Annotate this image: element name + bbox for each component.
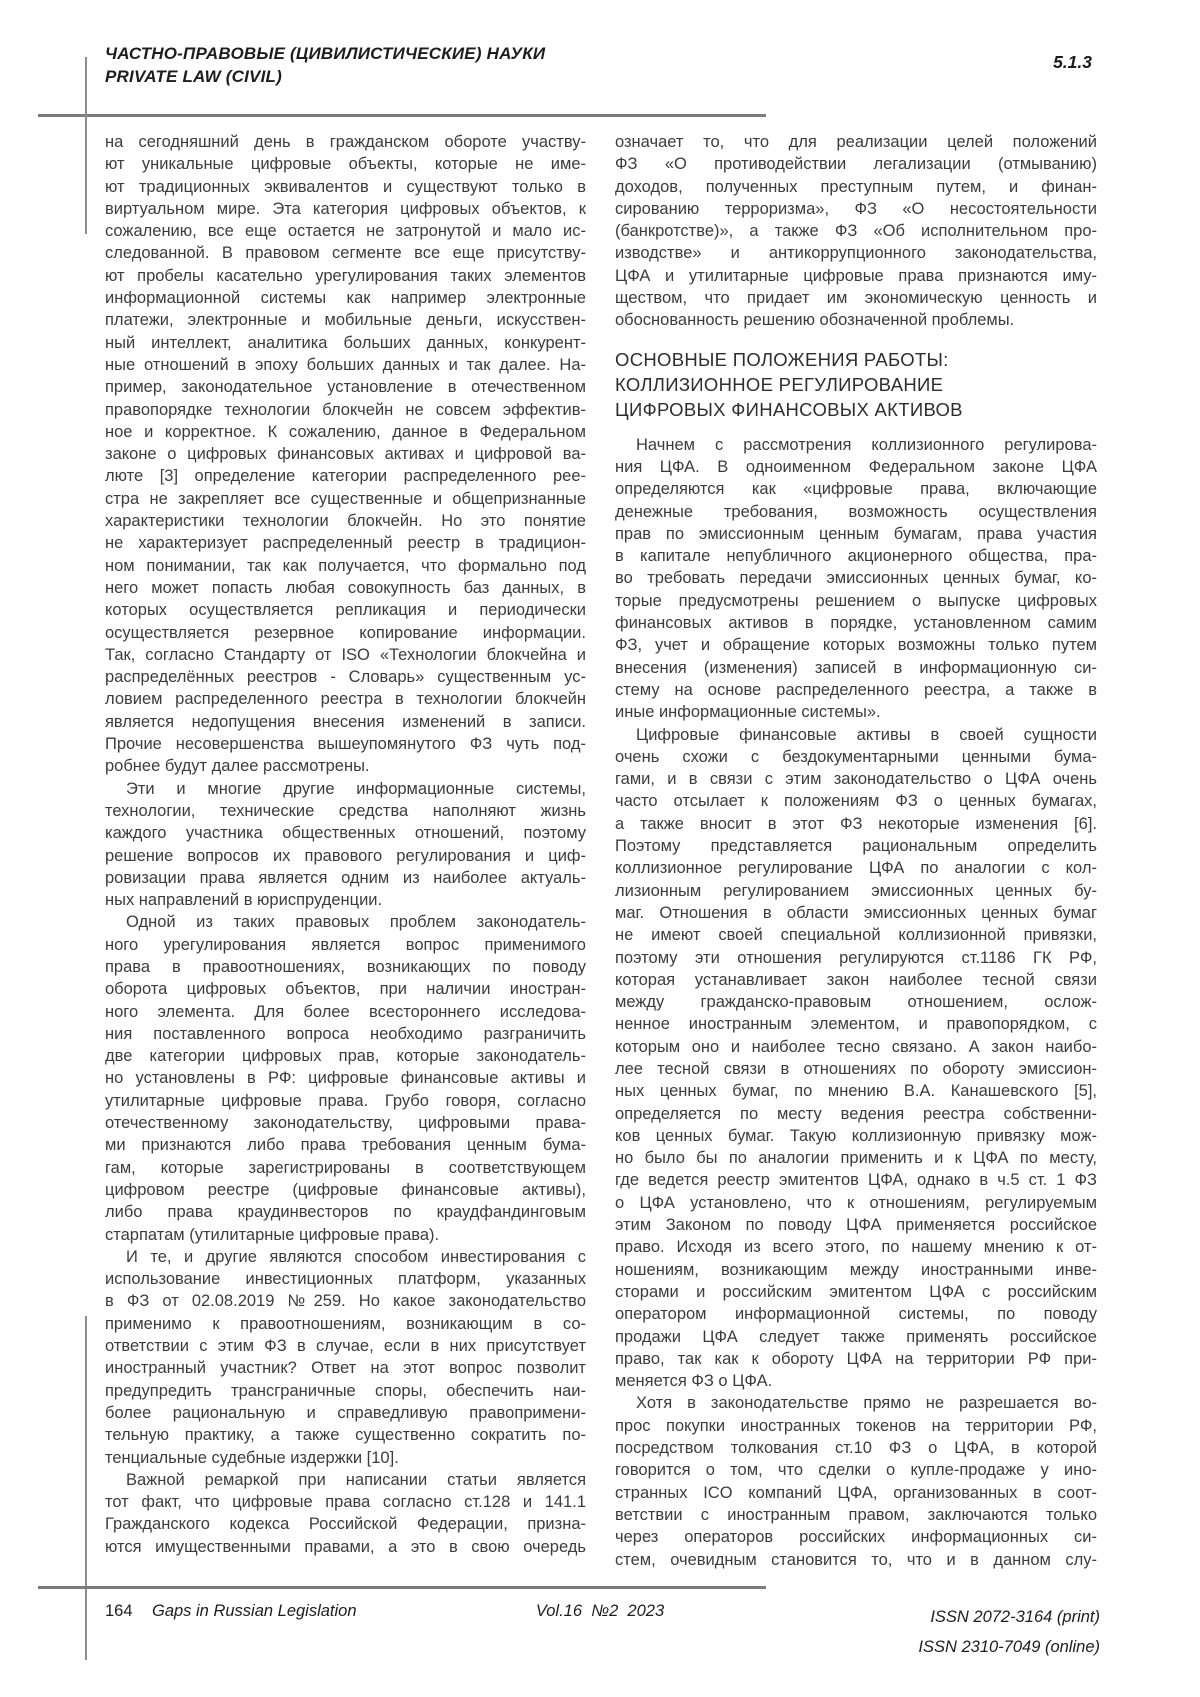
text-line: ют традиционных эквивалентов и существуют только в	[105, 177, 586, 196]
text-line: продажи ЦФА следует также применять российское	[615, 1327, 1097, 1346]
text-line: между гражданско-правовым отношением, ослож-	[615, 993, 1097, 1012]
text-line: стему на основе распределенного реестра, а также в	[615, 680, 1097, 699]
text-line: часто отсылает к положениям ФЗ о ценных бумагах,	[615, 792, 1097, 811]
running-head-ru: ЧАСТНО-ПРАВОВЫЕ (ЦИВИЛИСТИЧЕСКИЕ) НАУКИ	[105, 44, 546, 63]
text-line: лее тесной связи в отношениях по обороту эмиссион-	[615, 1059, 1097, 1078]
text-line: правопорядке технологии блокчейн не совсем эффектив-	[105, 400, 586, 419]
text-line: а также вносит в этот ФЗ некоторые изменения [6].	[615, 814, 1097, 833]
text-line: ветствии с иностранным правом, заключаются только	[615, 1505, 1097, 1524]
text-line: гами, и в связи с этим законодательство о ЦФА очень	[615, 770, 1097, 789]
issn-block	[918, 1602, 1100, 1662]
paragraph	[105, 1246, 586, 1469]
text-line: прос покупки иностранных токенов на территории РФ,	[615, 1416, 1097, 1435]
text-line: лизионным регулированием эмиссионных ценных бу-	[615, 881, 1097, 900]
text-line: Начнем с рассмотрения коллизионного регулирова-	[636, 435, 1097, 454]
text-line: виртуальном мире. Эта категория цифровых объектов, к	[105, 199, 586, 218]
text-line: ное и корректное. К сожалению, данное в Федеральном	[105, 422, 586, 441]
text-line: Цифровые финансовые активы в своей сущности	[636, 725, 1097, 744]
text-line: ные отношений в эпоху больших данных и так далее. На-	[105, 355, 586, 374]
text-line: ровизации права является одним из наиболее актуаль-	[105, 868, 586, 887]
text-line: ния поставленного вопроса необходимо разграничить	[105, 1024, 586, 1043]
text-line: финансовых активов в порядке, установленном самим	[615, 614, 1097, 633]
text-line: отечественному законодательству, цифровыми права-	[105, 1114, 586, 1133]
text-line: предупредить трансграничные споры, обеспечить наи-	[105, 1381, 586, 1400]
text-line: И те, и другие являются способом инвестирования с	[126, 1247, 586, 1266]
footer-rule	[38, 1586, 766, 1589]
paragraph	[615, 724, 1097, 1393]
issn-print: ISSN 2072-3164 (print)	[930, 1608, 1100, 1626]
text-line: право, так как к обороту ЦФА на территории РФ при-	[615, 1349, 1097, 1368]
text-line: ношениям, возникающим между иностранными инве-	[615, 1260, 1097, 1279]
text-line: ного элемента. Для более всестороннего исследова-	[105, 1002, 586, 1021]
text-line: ЦФА и утилитарные цифровые права признаются иму-	[615, 266, 1097, 285]
text-line: иные информационные системы».	[615, 703, 881, 722]
text-line: тельную практику, а также существенно сократить по-	[105, 1426, 586, 1445]
text-line: обоснованность решению обозначенной проблемы.	[615, 311, 1015, 330]
text-line: ют уникальные цифровые объекты, которые не име-	[105, 155, 586, 174]
text-line: законе о цифровых финансовых активах и цифровой ва-	[105, 445, 586, 464]
text-line: но установлены в РФ: цифровые финансовые активы и	[105, 1069, 586, 1088]
text-line: каждого участника общественных отношений, поэтому	[105, 824, 586, 843]
text-line: сожалению, все еще остается не затронутой и мало ис-	[105, 222, 586, 241]
text-line: осуществляется резервное копирование информации.	[105, 623, 586, 642]
page-number: 164	[105, 1602, 133, 1620]
text-line: определяются как «цифровые права, включающие	[615, 480, 1097, 499]
text-line: оборота цифровых объектов, при наличии иностран-	[105, 980, 586, 999]
paragraph	[615, 1392, 1097, 1570]
section-number: 5.1.3	[1053, 52, 1092, 72]
text-line: денежные требования, возможность осуществления	[615, 502, 1097, 521]
running-head	[105, 42, 545, 88]
text-line: стра не закрепляет все существенные и общепризнанные	[105, 489, 586, 508]
heading-line: КОЛЛИЗИОННОЕ РЕГУЛИРОВАНИЕ	[615, 373, 944, 395]
paragraph	[105, 1469, 586, 1558]
text-line: маг. Отношения в области эмиссионных ценных бумаг	[615, 903, 1097, 922]
text-line: доходов, полученных преступным путем, и финан-	[615, 177, 1097, 196]
heading-line: ОСНОВНЫЕ ПОЛОЖЕНИЯ РАБОТЫ:	[615, 348, 949, 370]
text-line: технологии, технические средства наполняют жизнь	[105, 801, 586, 820]
left-column	[105, 131, 586, 1558]
journal-title: Gaps in Russian Legislation	[152, 1602, 357, 1620]
text-line: ют пробелы касательно урегулирования таких элементов	[105, 266, 586, 285]
text-line: Поэтому представляется рациональным определить	[615, 837, 1097, 856]
text-line: ного урегулирования является вопрос применимого	[105, 935, 586, 954]
text-line: является недопущения внесения изменений в записи.	[105, 712, 586, 731]
header-rule	[38, 114, 766, 117]
text-line: две категории цифровых прав, которые законодатель-	[105, 1047, 586, 1066]
text-line: ния ЦФА. В одноименном Федеральном законе ЦФА	[615, 457, 1097, 476]
running-head-en: PRIVATE LAW (CIVIL)	[105, 67, 282, 86]
text-line: ков ценных бумаг. Такую коллизионную привязку мож-	[615, 1126, 1097, 1145]
text-line: сторами и российским эмитентом ЦФА с российским	[615, 1282, 1097, 1301]
text-line: Одной из таких правовых проблем законодатель-	[126, 913, 586, 932]
text-line: которых осуществляется репликация и периодически	[105, 601, 586, 620]
text-line: определяется по месту ведения реестра собственни-	[615, 1104, 1097, 1123]
text-line: старпатам (утилитарные цифровые права).	[105, 1225, 440, 1244]
text-line: Прочие несовершенства вышеупомянутого ФЗ чуть под-	[105, 735, 586, 754]
text-line: которым оно и наиболее тесно связано. А закон наибо-	[615, 1037, 1097, 1056]
text-line: ми признаются либо права требования ценным бума-	[105, 1136, 586, 1155]
text-line: но было бы по аналогии применить и к ЦФА по месту,	[615, 1149, 1097, 1168]
text-line: оператором информационной системы, по поводу	[615, 1305, 1097, 1324]
text-line: которая устанавливает закон наиболее тесной связи	[615, 970, 1097, 989]
text-line: Так, согласно Стандарту от ISO «Технологии блокчейна и	[105, 645, 586, 664]
text-line: право. Исходя из всего этого, по нашему мнению к от-	[615, 1238, 1097, 1257]
text-line: этим Законом по поводу ЦФА применяется российское	[615, 1216, 1097, 1235]
paragraph	[105, 131, 586, 778]
text-line: ФЗ «О противодействии легализации (отмыванию)	[615, 155, 1097, 174]
text-line: о ЦФА установлено, что к отношениям, регулируемым	[615, 1193, 1097, 1212]
text-line: люте [3] определение категории распределенного рее-	[105, 467, 586, 486]
text-line: ются имущественными правами, а это в свою очередь	[105, 1537, 586, 1556]
text-line: коллизионное регулирование ЦФА по аналогии с кол-	[615, 859, 1097, 878]
text-line: стем, очевидным становится то, что и в данном слу-	[615, 1550, 1097, 1569]
text-line: ненное иностранным элементом, и правопорядком, с	[615, 1015, 1097, 1034]
text-line: посредством толкования ст.10 ФЗ о ЦФА, в которой	[615, 1439, 1097, 1458]
text-line: утилитарные цифровые права. Грубо говоря, согласно	[105, 1091, 586, 1110]
text-line: на сегодняшний день в гражданском обороте участву-	[105, 133, 586, 151]
text-line: распределённых реестров - Словарь» существенным ус-	[105, 668, 586, 687]
text-line: пример, законодательное установление в отечественном	[105, 378, 586, 397]
text-line: внесения (изменения) записей в информационную си-	[615, 658, 1097, 677]
heading-line: ЦИФРОВЫХ ФИНАНСОВЫХ АКТИВОВ	[615, 398, 963, 420]
text-line: (банкротстве)», а также ФЗ «Об исполнительном про-	[615, 222, 1097, 241]
text-line: очень схожи с бездокументарными ценными бума-	[615, 747, 1097, 766]
text-line: ный интеллект, аналитика больших данных, конкурент-	[105, 333, 586, 352]
paragraph	[615, 131, 1097, 332]
text-line: ФЗ, учет и обращение которых возможны только путем	[615, 636, 1097, 655]
text-line: тот факт, что цифровые права согласно ст.128 и 141.1	[105, 1493, 586, 1512]
text-line: него может попасть любая совокупность баз данных, в	[105, 578, 586, 597]
text-line: не характеризует распределенный реестр в традицион-	[105, 534, 586, 553]
text-line: тенциальные судебные издержки [10].	[105, 1448, 399, 1467]
text-line: ществом, что придает им экономическую ценность и	[615, 289, 1097, 308]
text-line: более рациональную и справедливую правопримени-	[105, 1403, 586, 1422]
text-line: решение вопросов их правового регулирования и циф-	[105, 846, 586, 865]
text-line: применимо к правоотношениям, возникающим в со-	[105, 1314, 586, 1333]
text-line: иностранный участник? Ответ на этот вопрос позволит	[105, 1359, 586, 1378]
text-line: торые предусмотрены решением о выпуске цифровых	[615, 591, 1097, 610]
text-line: изводстве» и антикоррупционного законодательства,	[615, 244, 1097, 263]
text-line: ответствии с этим ФЗ в случае, если в них присутствует	[105, 1337, 586, 1356]
text-line: где ведется реестр эмитентов ЦФА, однако в ч.5 ст. 1 ФЗ	[615, 1171, 1097, 1190]
text-line: следованной. В правовом сегменте все еще присутству-	[105, 244, 586, 263]
text-line: во требовать передачи эмиссионных ценных бумаг, ко-	[615, 569, 1097, 588]
text-line: через операторов российских информационных си-	[615, 1528, 1097, 1547]
text-line: странных ICO компаний ЦФА, организованных в соот-	[615, 1483, 1097, 1502]
margin-line-top	[85, 57, 87, 234]
text-line: платежи, электронные и мобильные деньги, искусствен-	[105, 311, 586, 330]
text-line: характеристики технологии блокчейн. Но это понятие	[105, 512, 586, 531]
text-line: Гражданского кодекса Российской Федерации, призна-	[105, 1515, 586, 1534]
text-line: ном понимании, так как получается, что формально под	[105, 556, 586, 575]
text-line: не имеют своей специальной коллизионной привязки,	[615, 926, 1097, 945]
text-line: сированию терроризма», ФЗ «О несостоятельности	[615, 199, 1097, 218]
text-line: в ФЗ от 02.08.2019 №259. Но какое законодательство	[105, 1292, 586, 1311]
text-line: прав по эмиссионным ценным бумагам, права участия	[615, 524, 1097, 543]
text-line: робнее будут далее рассмотрены.	[105, 757, 370, 776]
right-column	[615, 131, 1097, 1571]
text-line: гам, которые зарегистрированы в соответствующем	[105, 1158, 586, 1177]
text-line: права в правоотношениях, возникающих по поводу	[105, 957, 586, 976]
text-line: либо права краудинвесторов по краудфандинговым	[105, 1203, 586, 1222]
paragraph	[615, 434, 1097, 724]
text-line: использование инвестиционных платформ, указанных	[105, 1270, 586, 1289]
text-line: ловием распределенного реестра в технологии блокчейн	[105, 690, 586, 709]
text-line: Эти и многие другие информационные системы,	[126, 779, 586, 798]
text-line: ных направлений в юриспруденции.	[105, 891, 383, 910]
text-line: говорится о том, что сделки о купле-продаже у ино-	[615, 1461, 1097, 1480]
text-line: цифровом реестре (цифровые финансовые активы),	[105, 1180, 586, 1199]
volume-issue: Vol.16 №2 2023	[535, 1602, 665, 1620]
text-line: ных ценных бумаг, по мнению В.А. Канашевского [5],	[615, 1082, 1097, 1101]
issn-online: ISSN 2310-7049 (online)	[918, 1638, 1100, 1656]
paragraph	[105, 911, 586, 1245]
section-heading	[615, 347, 1097, 422]
text-line: означает то, что для реализации целей положений	[615, 133, 1097, 151]
text-line: информационной системы как например электронные	[105, 289, 586, 308]
text-line: поэтому эти отношения регулируются ст.1186 ГК РФ,	[615, 948, 1097, 967]
text-line: Хотя в законодательстве прямо не разрешается во-	[636, 1394, 1097, 1413]
text-line: Важной ремаркой при написании статьи является	[126, 1470, 586, 1489]
text-line: меняется ФЗ о ЦФА.	[615, 1372, 773, 1391]
text-line: в капитале непубличного акционерного общества, пра-	[615, 547, 1097, 566]
paragraph	[105, 778, 586, 912]
